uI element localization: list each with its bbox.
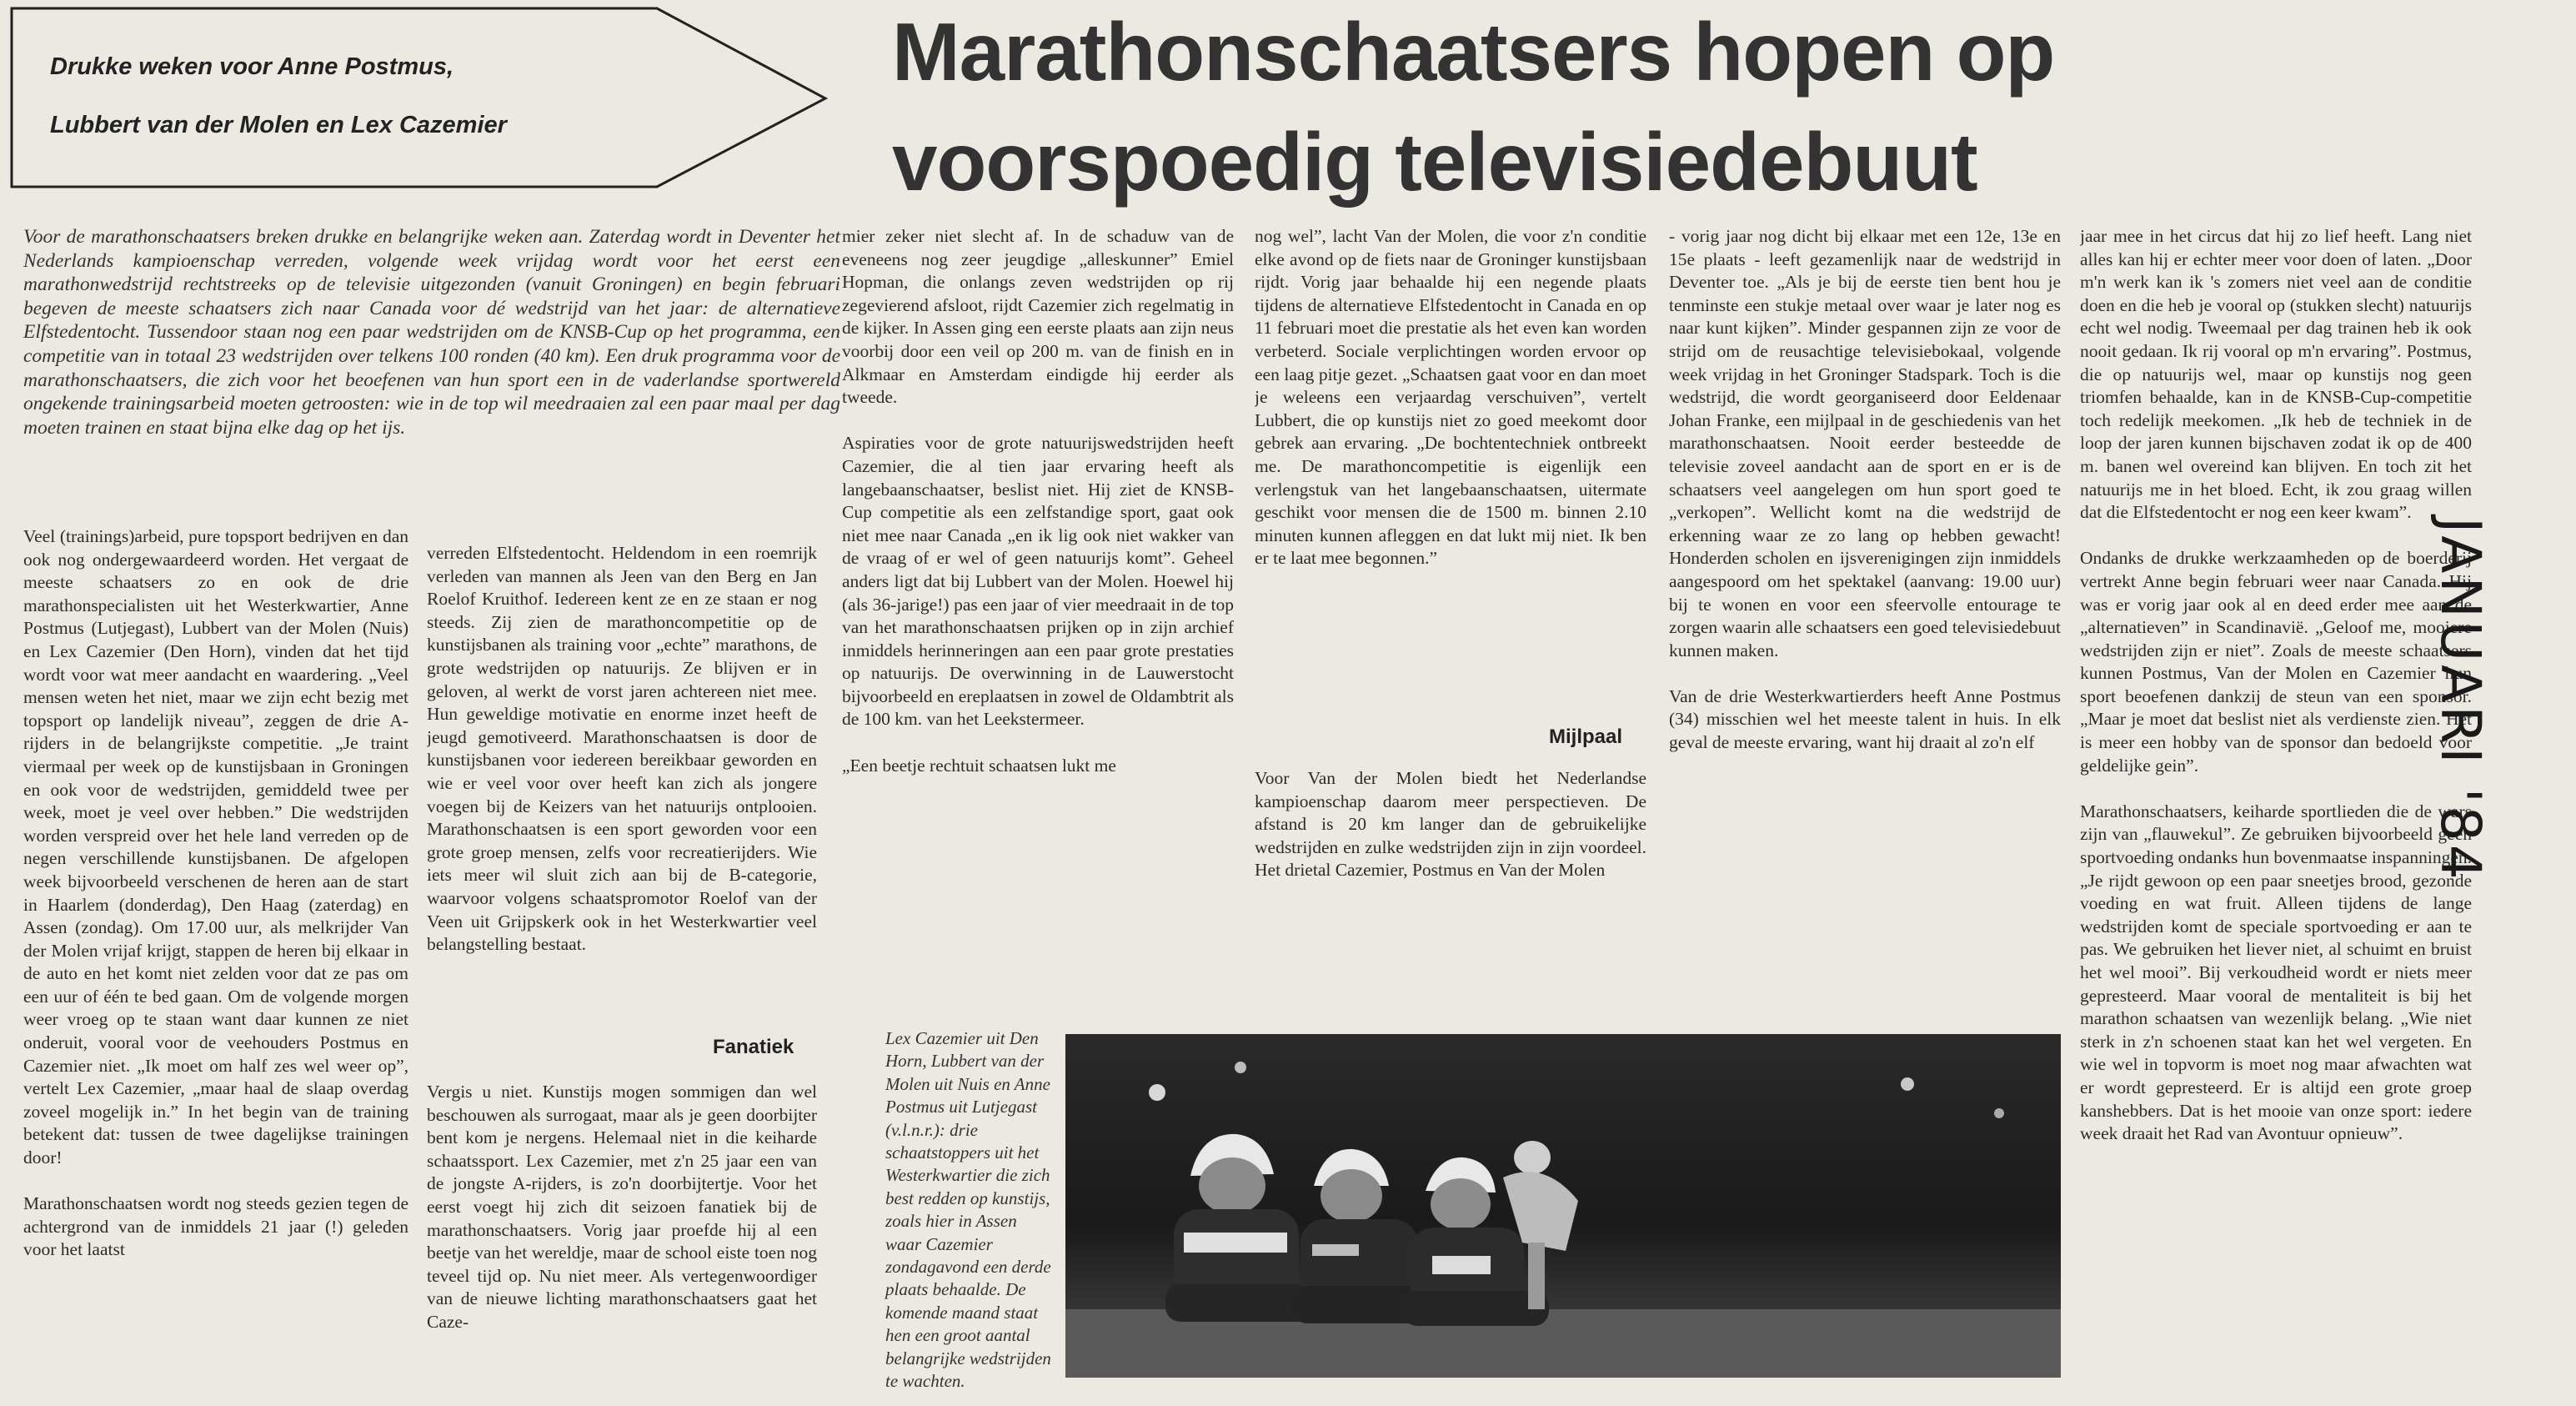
article-column-2: verreden Elfstedentocht. Heldendom in een roemrijk verleden van mannen als Jeen van den Berg en Jan Roelof Kruithof. Iedereen kent ze en ze staan er nog steeds. Zij zien de marathoncompetitie op de kunstijsbanen als training voor „echte” marathons, de grote wedstrijden op natuurijs. Ze blijven er in geloven, al werkt de vorst jaren achtereen niet mee. Hun geweldige motivatie en enorme inzet heeft de jeugd gemotiveerd. Marathonschaatsen is door de kunstijsbanen voor iedereen bereikbaar geworden en wie er veel voor over heeft kan zich als jongere voegen bij de Keizers van het natuurijs ontplooien. Marathonschaatsen is een sport geworden voor een grote groep mensen, zelfs voor recreatierijders. Wie iets meer wil sluit zich aan bij de B-categorie, waarvoor volgens schaatspromotor Roelof van der Veen uit Grijpskerk ook in het Westerkwartier veel belangstelling bestaat.: [427, 543, 817, 955]
article-column-4: nog wel”, lacht Van der Molen, die voor z'n conditie elke avond op de fiets naar de Groninger kunstijsbaan rijdt. Vorig jaar behaalde hij een negende plaats tijdens de alternatieve Elfstedentocht in Canada en op 11 februari moet die prestatie als het even kan worden verbeterd. Sociale verplichtingen worden ervoor op een laag pitje gezet. „Schaatsen gaat voor en dan moet je weleens een verjaardag verschuiven”, vertelt Lubbert, die op kunstijs niet zo goed meekomt door gebrek aan ervaring. „De bochtentechniek ontbreekt me. De marathoncompetitie is eigenlijk een verlengstuk van het langebaanschaatsen, uitermate geschikt voor mensen die de 1500 m. binnen 2.10 minuten kunnen afleggen en dat lukt mij niet. Ik ben er te laat mee begonnen.”: [1255, 226, 1646, 569]
article-column-6: jaar mee in het circus dat hij zo lief heeft. Lang niet alles kan hij er echter meer voor doen of laten. „Door m'n werk kan ik 's zomers niet veel aan de conditie doen en die heb je vooral op (stukken slecht) natuurijs echt wel nodig. Tweemaal per dag trainen heb ik ook nooit gedaan. Ik rij vooral op m'n ervaring”. Postmus, die op natuurijs wel, maar op kunstijs nog geen triomfen behaalde, kan in de KNSB-Cup-competitie toch redelijk meekomen. „Ik heb de techniek in de loop der jaren kunnen bijschaven zodat ik op de 400 m. banen wel overeind kan blijven. En toch zit het natuurijs me in het bloed. Echt, ik zou graag willen dat die Elfstedentocht er nog een keer kwam”. Ondanks de drukke werkzaamheden op de boerderij vertrekt Anne begin februari weer naar Canada. Hij was er vorig jaar ook al en deed erder mee aan de „alternatieven” in Scandinavië. „Geloof me, mooiere wedstrijden zijn er niet”. Zoals de meeste schaatsers kunnen Postmus, Van der Molen en Cazemier hun sport beoefenen dankzij de steun van een sponsor. „Maar je moet dat beslist niet als verdienste zien. Het is meer een hobby van de sponsor dan bedoeld voor geldelijke gein”. Marathonschaatsers, keiharde sportlieden die de wars zijn van „flauwekul”. Ze gebruiken bijvoorbeeld geen sportvoeding ondanks hun bovenmaatse inspanningen. „Je rijdt gewoon op een paar sneetjes brood, gezonde voeding en wat fruit. Alleen tijdens de lange wedstrijden komt de speciale sportvoeding er aan te pas. We gebruiken het liever niet, al schuimt en bruist het wel mooi”. Bij verkoudheid wordt er niets meer gepresteerd. Maar vooral de mentaliteit is bij het marathon schaatsen van wezenlijk belang. „Wie niet sterk in z'n schoenen staat kan het wel vergeten. En wie wel in topvorm is moet nog maar afwachten wat er wordt gepresteerd. Er is altijd een grote groep kanshebbers. Dat is het mooie van onze sport: iedere week draait het Rad van Avontuur opnieuw”.: [2080, 226, 2472, 1144]
subhead-fanatiek: Fanatiek: [713, 1036, 794, 1058]
headline-line-2: voorspoedig televisiedebuut: [892, 116, 1977, 208]
kicker-line-1: Drukke weken voor Anne Postmus,: [50, 53, 454, 80]
intro-paragraph: Voor de marathonschaatsers breken drukke en belangrijke weken aan. Zaterdag wordt in Deventer het Nederlands kampioenschap verreden, volgende week vrijdag wordt voor het eerst een marathonwedstrijd rechtstreeks op de televisie uitgezonden (vanuit Groningen) en begin februari begeven de meeste schaatsers zich naar Canada voor dé wedstrijd van het jaar: de alternatieve Elfstedentocht. Tussendoor staan nog een paar wedstrijden om de KNSB-Cup op het programma, een competitie van in totaal 23 wedstrijden over telkens 100 ronden (40 km). Een druk programma voor de marathonschaatsers, die zich voor het beoefenen van hun sport een in de vaderlandse sportwereld ongekende trainingsarbeid moeten getroosten: wie in de top wil meedraaien zal een paar maal per dag moeten trainen en staat bijna elke dag op het ijs.: [23, 226, 840, 439]
article-column-4b: Voor Van der Molen biedt het Nederlandse kampioenschap daarom meer perspectieven. De afstand is 20 km langer dan de gebruikelijke wedstrijden en zulke wedstrijden zijn in zijn voordeel. Het drietal Cazemier, Postmus en Van der Molen: [1255, 768, 1646, 881]
article-column-5: - vorig jaar nog dicht bij elkaar met een 12e, 13e en 15e plaats - leeft gezamenlijk naar de wedstrijd in Deventer toe. „Als je bij de eerste tien bent hou je tenminste een stukje metaal over waar je later nog es naar kunt kijken”. Minder gespannen zijn ze voor de strijd om de reusachtige televisiebokaal, volgende week vrijdag in het Groninger Stadspark. Toch is die wedstrijd, die wordt georganiseerd door Eeldenaar Johan Franke, een mijlpaal in de geschiedenis van het marathonschaatsen. Nooit eerder besteedde de televisie zoveel aandacht aan de sport en er is de schaatsers veel aangelegen om hun sport goed te „verkopen”. Wellicht komt na die wedstrijd de erkenning waar ze zo lang op hebben gewacht! Honderden scholen en ijsverenigingen zijn inmiddels aangespoord om het spektakel (aanvang: 19.00 uur) bij te wonen en voor een sfeervolle entourage te zorgen waarin alle schaatsers een goed televisiedebuut kunnen maken. Van de drie Westerkwartierders heeft Anne Postmus (34) misschien wel het meeste talent in huis. In elk geval de meeste ervaring, want hij draait al zo'n elf: [1669, 226, 2061, 753]
photo-caption: Lex Cazemier uit Den Horn, Lubbert van der Molen uit Nuis en Anne Postmus uit Lutjegast (v.l.n.r.): drie schaatstoppers uit het Westerkwartier die zich best redden op kunstijs, zoals hier in Assen waar Cazemier zondagavond een derde plaats behaalde. De komende maand staat hen een groot aantal belangrijke wedstrijden te wachten.: [885, 1028, 1051, 1392]
handwritten-date-note: JANUARI '84: [2428, 517, 2493, 883]
photo-three-skaters: [1065, 1034, 2061, 1378]
article-column-2b: Vergis u niet. Kunstijs mogen sommigen dan wel beschouwen als surrogaat, maar als je geen doorbijter bent kom je nergens. Helemaal niet in die keiharde schaatssport. Lex Cazemier, met z'n 25 jaar een van de jongste A-rijders, is zo'n doorbijtertje. Voor het eerst voegt hij zich dit seizoen fanatiek bij de marathonschaatsers. Vorig jaar proefde hij al een beetje van het wereldje, maar de school eiste toen nog teveel tijd op. Nu niet meer. Als vertegenwoordiger van de nieuwe lichting marathonschaatsers gaat het Caze-: [427, 1082, 817, 1332]
subhead-mijlpaal: Mijlpaal: [1549, 726, 1623, 748]
article-column-1: Veel (trainings)arbeid, pure topsport bedrijven en dan ook nog ondergewaardeerd worden. Het vergaat de meeste schaatsers zo en ook de drie marathonspecialisten uit het Westerkwartier, Anne Postmus (Lutjegast), Lubbert van der Molen (Nuis) en Lex Cazemier (Den Horn), vinden dat het tijd wordt voor wat meer aandacht en waardering. „Veel mensen weten het niet, maar we zijn echt bezig met topsport op landelijk niveau”, zeggen de drie A-rijders in de belangrijkste competitie. „Je traint viermaal per week op de kunstijsbaan in Groningen en ook voor de wedstrijden, gemiddeld twee per week, moet je veel over hebben.” Die wedstrijden worden verspreid over het hele land verreden op de negen verschillende kunstijsbanen. De afgelopen week bijvoorbeeld verschenen de heren aan de start in Haarlem (donderdag), Den Haag (zaterdag) en Assen (zondag). Om 17.00 uur, als melkrijder Van der Molen vrijaf krijgt, stappen de heren bij elkaar in de auto en het komt niet zelden voor dat ze pas om een uur of één te bed gaan. Om de volgende morgen weer vroeg op te staan want daar kunnen ze niet onderuit, vooral voor de veehouders Postmus en Cazemier niet. „Ik moet om half zes wel weer op”, vertelt Lex Cazemier, „maar haal de slaap overdag zoveel mogelijk in.” In het begin van de training betekent dat: tussen de twee dagelijkse trainingen door! Marathonschaatsen wordt nog steeds gezien tegen de achtergrond van de inmiddels 21 jaar (!) geleden voor het laatst: [23, 526, 408, 1260]
kicker-line-2: Lubbert van der Molen en Lex Cazemier: [50, 112, 507, 138]
kicker-arrow-frame: [8, 5, 829, 193]
article-column-3: mier zeker niet slecht af. In de schaduw van de eveneens nog zeer jeugdige „alleskunner” Emiel Hopman, die onlangs zeven wedstrijden op rij zegevierend afsloot, rijdt Cazemier zich regelmatig in de kijker. In Assen ging een eerste plaats aan zijn neus voorbij door een veil op 200 m. van de finish en in Alkmaar en Amsterdam eindigde hij eerder als tweede. Aspiraties voor de grote natuurijswedstrijden heeft Cazemier, die al tien jaar ervaring heeft als langebaanschaatser, beslist niet. Hij ziet de KNSB-Cup competitie als een zelfstandige sport, gaat ook niet mee naar Canada „en ik lig ook niet wakker van de vraag of er wel of geen natuurijs komt”. Geheel anders ligt dat bij Lubbert van der Molen. Hoewel hij (als 36-jarige!) pas een jaar of vier meedraait in de top van het marathonschaatsen prijken op in zijn archief inmiddels herinneringen aan een paar grote prestaties op natuurijs. De overwinning in de Lauwerstocht bijvoorbeeld en ereplaatsen in zowel de Oldambtrit als de 100 km. van het Leekstermeer. „Een beetje rechtuit schaatsen lukt me: [842, 226, 1234, 776]
headline-line-1: Marathonschaatsers hopen op: [892, 6, 2055, 98]
